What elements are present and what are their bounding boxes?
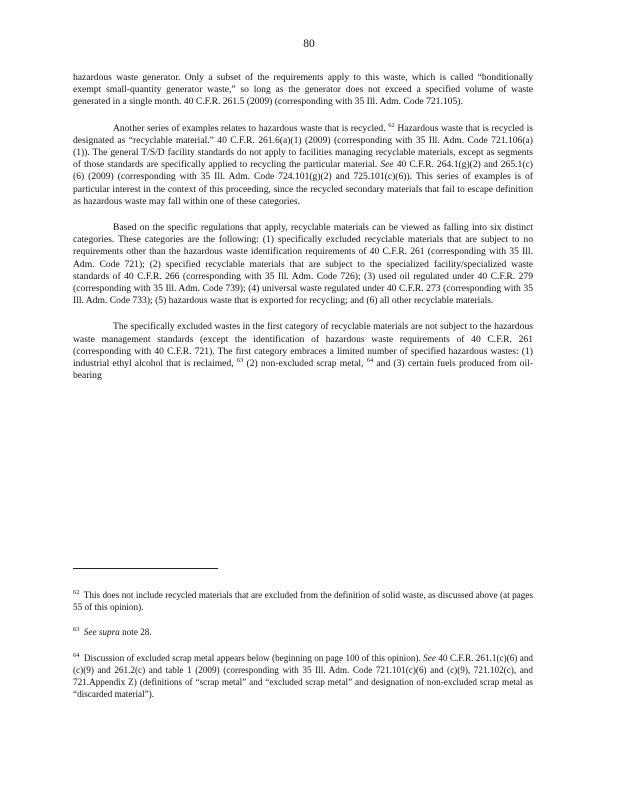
paragraph-4-text-c: and (3) certain fuels produced from oil-bearing bbox=[73, 358, 534, 382]
see-signal: See bbox=[380, 159, 394, 171]
footnote-number: 63 bbox=[73, 626, 80, 634]
paragraph-4-text-a: The specifically excluded wastes in the first category of recyclable materials are not subject to the hazardous waste management standards (except the identification of hazardous waste requirements of 40 C.F.R. 261 (corresponding with 40 C.F.R. 721). The first category embraces a limited number of specified hazardous wastes: (1) industrial ethyl alcohol that is reclaimed, bbox=[73, 321, 533, 370]
footnote-text-a: Discussion of excluded scrap metal appears below (beginning on page 100 of this opinion). bbox=[83, 652, 421, 663]
paragraph-1-text: hazardous waste generator. Only a subset of the requirements apply to this waste, which is called “bonditionally exempt small-quantity generator waste,” so long as the generator does not exceed a specified volume of waste generated in a single month. 40 C.F.R. 261.5 (2009) (corresponding with 35 Ill. Adm. Code 721.105). bbox=[73, 72, 533, 108]
paragraph-3-text: Based on the specific regulations that apply, recyclable materials can be viewed as falling into six distinct categories. These categories are the following: (1) specifically excluded recyclable materials that are subject to no requirements other than the hazardous waste identification requirements of 40 C.F.R. 261 (corresponding with 35 Ill. Adm. Code 721); (2) specified recyclable materials that are subject to the specialized facility/specialized waste standards of 40 C.F.R. 266 (corresponding with 35 Ill. Adm. Code 726); (3) used oil regulated under 40 C.F.R. 279 (corresponding with 35 Ill. Adm. Code 739); (4) universal waste regulated under 40 C.F.R. 273 (corresponding with 35 Ill. Adm. Code 733); (5) hazardous waste that is exported for recycling; and (6) all other recyclable materials. bbox=[73, 222, 533, 307]
footnote-number: 64 bbox=[73, 651, 80, 659]
footnote-text: This does not include recycled materials that are excluded from the definition of solid waste, as discussed above (at pages 55 of this opinion). bbox=[73, 590, 533, 613]
paragraph-4-text-b: (2) non-excluded scrap metal, bbox=[246, 358, 364, 370]
footnote-63 bbox=[73, 626, 533, 638]
footnotes bbox=[73, 589, 533, 713]
see-supra-signal: See supra bbox=[83, 627, 120, 638]
paragraph-2-text-c: 40 C.F.R. 264.1(g)(2) and 265.1(c)(6) (2009) (corresponding with 35 Ill. Adm. Code 724.101(g)(2) and 725.101(c)(6)). This series of examples is of particular interest in the context of this proceeding, since the recycled secondary materials that fail to escape definition as hazardous waste may fall within one of these categories. bbox=[73, 159, 533, 207]
see-signal: See bbox=[423, 652, 436, 663]
paragraph-2 bbox=[73, 123, 533, 208]
paragraph-2-text-a: Another series of examples relates to hazardous waste that is recycled. bbox=[113, 122, 386, 134]
paragraph-3 bbox=[73, 222, 533, 307]
footnote-62 bbox=[73, 589, 533, 613]
footnote-text-b: 40 C.F.R. 261.1(c)(6) and (c)(9) and 261.2(c) and table 1 (2009) (corresponding with 35 Ill. Adm. Code 721.101(c)(6) and (c)(9), 721.102(c), and 721.Appendix Z) (definitions of “scrap metal” and “excluded scrap metal” and designation of non-excluded scrap metal as “discarded material”). bbox=[73, 652, 534, 700]
body-text bbox=[73, 72, 533, 396]
footnote-ref-63[interactable]: 63 bbox=[236, 356, 244, 364]
page-number: 80 bbox=[303, 38, 315, 50]
footnote-ref-62[interactable]: 62 bbox=[388, 121, 395, 129]
footnote-64 bbox=[73, 652, 533, 701]
paragraph-4 bbox=[73, 321, 533, 382]
footnote-number: 62 bbox=[73, 588, 80, 596]
footnote-text: note 28. bbox=[122, 627, 152, 638]
footnote-ref-64[interactable]: 64 bbox=[366, 356, 374, 364]
footnote-divider bbox=[73, 568, 218, 569]
paragraph-2-text-b: Hazardous waste that is recycled is designated as “recyclable material.” 40 C.F.R. 261.6(a)(1) (2009) (corresponding with 35 Ill. Adm. Code 721.106(a)(1)). The general T/S/D facility standards do not apply to facilities managing recyclable materials, except as segments of those standards are specifically applied to recycling the particular material. bbox=[73, 122, 533, 171]
paragraph-1 bbox=[73, 72, 533, 109]
